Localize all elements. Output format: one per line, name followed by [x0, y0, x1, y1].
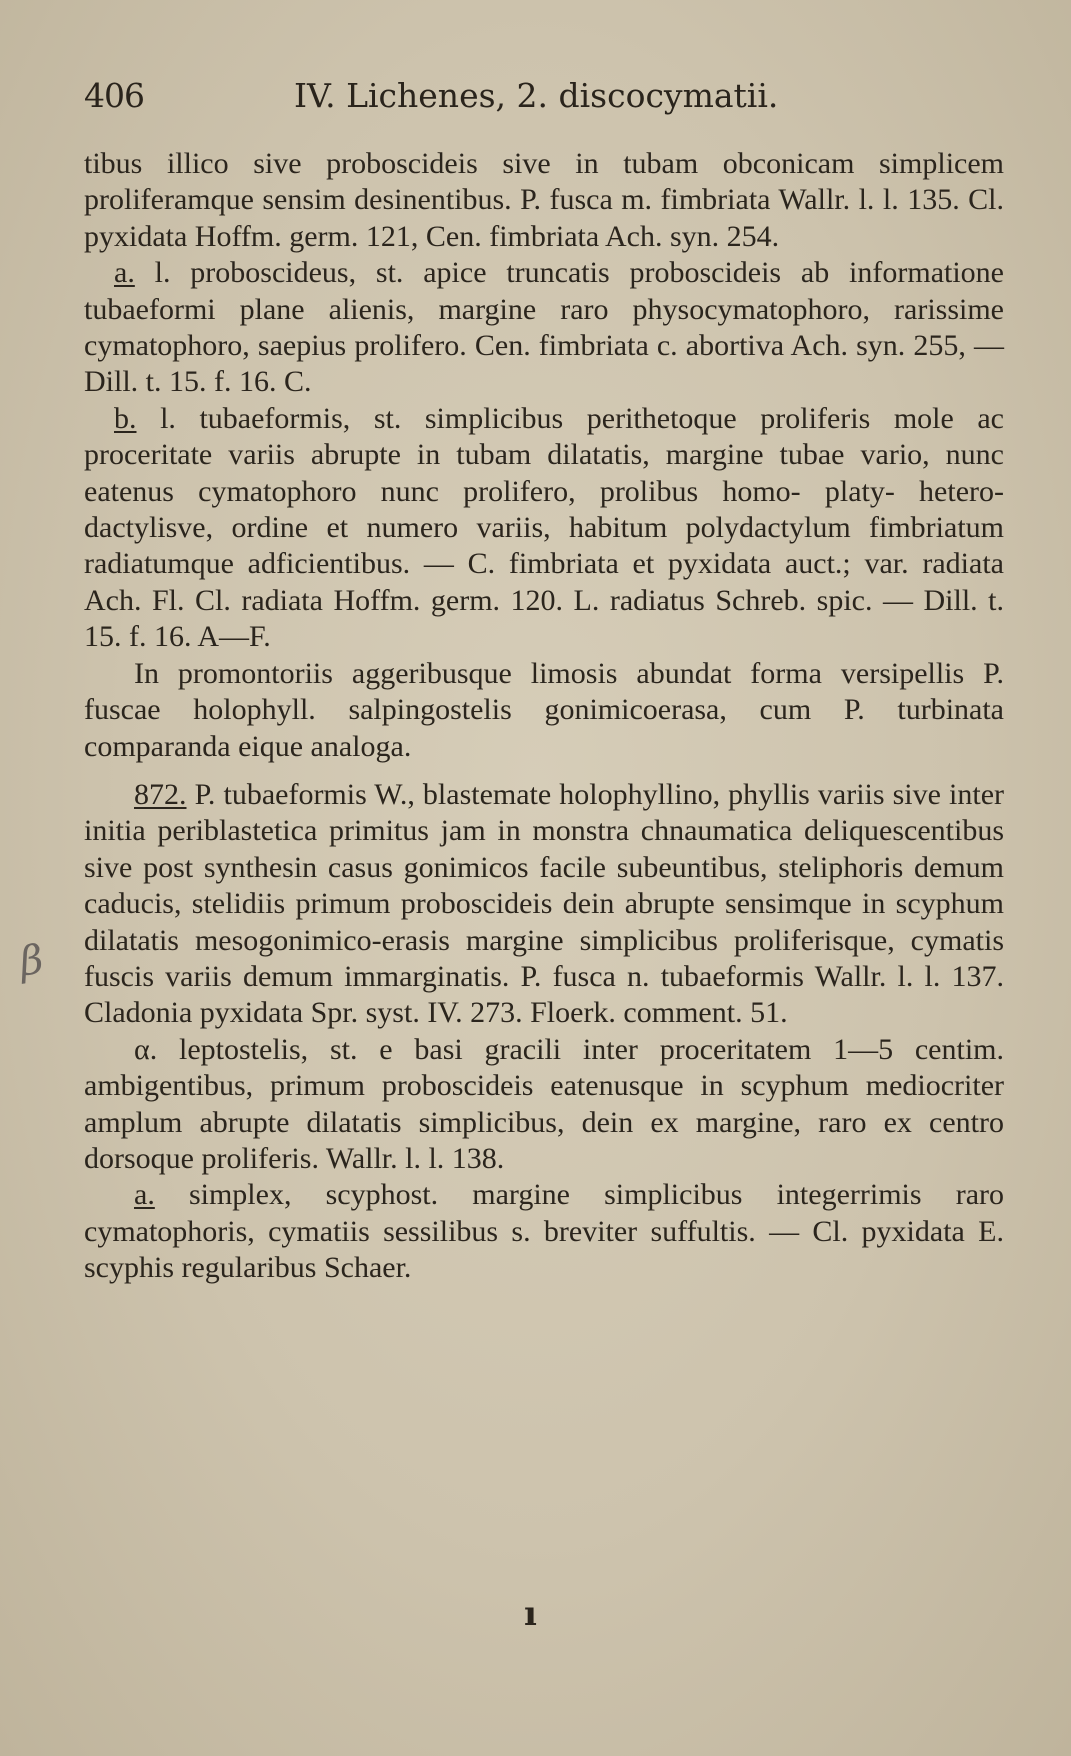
paragraph-1: tibus illico sive proboscideis sive in tubam obconicam simplicem proliferamque sensim desinentibus. P. fusca m. fimbriata Wallr. l. l. 135. Cl. pyxidata Hoffm. germ. 121, Cen. fimbriata Ach. syn. 254.: [84, 147, 1004, 253]
paragraph-5-text: P. tubaeformis W., blastemate holophyllino, phyllis variis sive inter initia periblastetica primitus jam in monstra chnaumatica deliquescentibus sive post synthesin casus gonimicos facile subeuntibus, steliphoris demum caducis, stelidiis primum proboscideis dein abrupte sensimque in scyphum dilatatis mesogonimico-erasis margine simplicibus proliferisque, cymatis fuscis variis demum immarginatis. P. fusca n. tubaeformis Wallr. l. l. 137. Cladonia pyxidata Spr. syst. IV. 273. Floerk. comment. 51.: [84, 777, 1004, 1030]
running-head: IV. Lichenes, 2. discocymatii.: [294, 76, 779, 115]
variety-label-simplex: a.: [134, 1178, 155, 1212]
body-text: [84, 146, 1004, 1287]
variety-label-a: a.: [114, 256, 135, 290]
paragraph-4: In promontoriis aggeribusque limosis abundat forma versipellis P. fuscae holophyll. salpingostelis gonimicoerasa, cum P. turbinata comparanda eique analoga.: [84, 656, 1004, 763]
variety-label-b: b.: [114, 401, 137, 435]
footer-mark: ı: [524, 1594, 537, 1634]
paragraph-3-text: l. tubaeformis, st. simplicibus perithetoque proliferis mole ac proceritate variis abrupte in tubam dilatatis, margine tubae vario, nunc eatenus cymatophoro nunc prolifero, prolibus homo- platy- hetero-dactylisve, ordine et numero variis, habitum polydactylum fimbriatum radiatumque adficientibus. — C. fimbriata et pyxidata auct.; var. radiata Ach. Fl. Cl. radiata Hoffm. germ. 120. L. radiatus Schreb. spic. — Dill. t. 15. f. 16. A—F.: [84, 401, 1004, 654]
paragraph-7: [84, 1177, 1004, 1286]
paragraph-6: α. leptostelis, st. e basi gracili inter proceritatem 1—5 centim. ambigentibus, primum proboscideis eatenusque in scyphum mediocriter amplum abrupte dilatatis simplicibus, dein ex margine, raro ex centro dorsoque proliferis. Wallr. l. l. 138.: [84, 1032, 1004, 1175]
species-number: 872.: [134, 777, 187, 811]
paragraph-7-text: simplex, scyphost. margine simplicibus integerrimis raro cymatophoris, cymatiis sessilibus s. breviter suffultis. — Cl. pyxidata E. scyphis regularibus Schaer.: [84, 1178, 1004, 1285]
handwritten-margin-note: β: [16, 936, 47, 986]
page-number: 406: [84, 76, 144, 115]
paragraph-5: [84, 777, 1004, 1032]
paragraph-3: [84, 401, 1004, 656]
paragraph-2-text: l. proboscideus, st. apice truncatis proboscideis ab informatione tubaeformi plane alienis, margine raro physocymatophoro, rarissime cymatophoro, saepius prolifero. Cen. fimbriata c. abortiva Ach. syn. 255, — Dill. t. 15. f. 16. C.: [84, 256, 1004, 399]
paragraph-2: [84, 255, 1004, 401]
